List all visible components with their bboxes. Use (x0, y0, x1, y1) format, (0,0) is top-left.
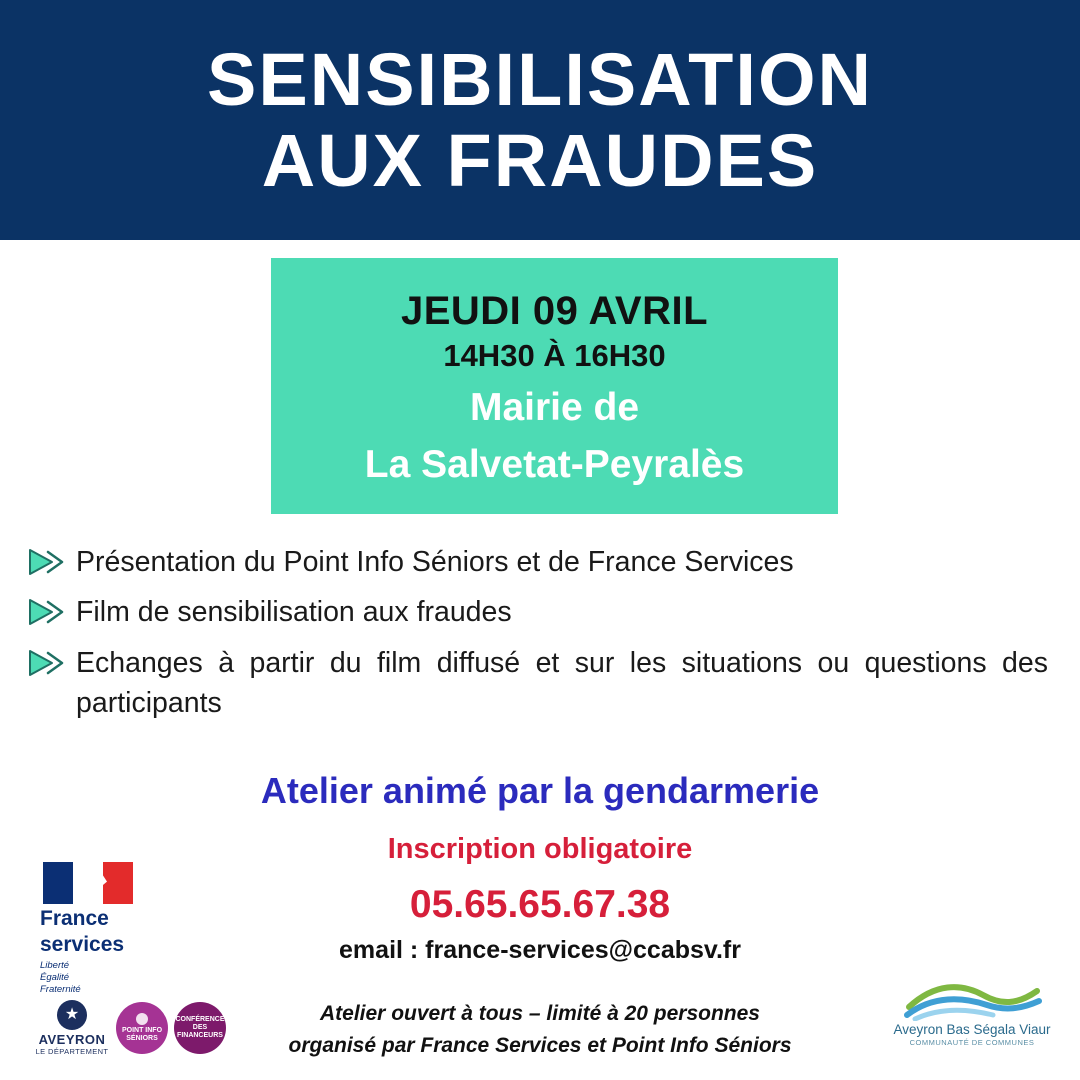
list-item-label: Echanges à partir du film diffusé et sur les situations ou questions des participants (76, 646, 1048, 720)
footnote-line1: Atelier ouvert à tous – limité à 20 personnes (320, 1002, 760, 1025)
aveyron-name: AVEYRON (38, 1032, 106, 1047)
list-item (28, 592, 1048, 632)
france-services-logo (36, 862, 140, 996)
animator-line: Atelier animé par la gendarmerie (260, 770, 820, 811)
cdf-line2: DES (192, 1023, 208, 1031)
event-time: 14H30 À 16H30 (443, 338, 666, 374)
registration-notice: Inscription obligatoire (387, 833, 693, 865)
list-item-label: Présentation du Point Info Séniors et de France Services (76, 546, 794, 578)
chevron-right-icon (28, 643, 76, 682)
cdf-line1: CONFÉRENCE (175, 1015, 225, 1023)
aveyron-subtitle: LE DÉPARTEMENT (35, 1047, 109, 1056)
pis-line1: POINT INFO (121, 1026, 163, 1034)
page-title-line2: AUX FRAUDES (261, 119, 819, 202)
event-place-line1: Mairie de (469, 386, 640, 430)
chevron-right-icon (28, 592, 76, 631)
event-place-line2: La Salvetat-Peyralès (364, 443, 745, 487)
list-item (28, 643, 1048, 724)
cdf-line3: FINANCEURS (177, 1032, 223, 1040)
event-info-box (271, 258, 838, 514)
footnote-line2: organisé par France Services et Point Info Séniors (288, 1033, 792, 1057)
french-flag-icon (43, 862, 133, 904)
header-banner (0, 0, 1080, 240)
devise-line2: Égalité (40, 971, 70, 983)
pis-line2: SÉNIORS (126, 1035, 158, 1042)
phone-number[interactable]: 05.65.65.67.38 (409, 883, 671, 926)
program-list (28, 542, 1048, 734)
communaute-communes-logo (882, 975, 1062, 1047)
france-services-title-line1: France (40, 907, 109, 930)
point-info-seniors-logo (116, 1002, 168, 1054)
event-date: JEUDI 09 AVRIL (400, 289, 709, 334)
aveyron-departement-logo (32, 1000, 112, 1056)
page-title-line1: SENSIBILISATION (207, 37, 873, 121)
list-item-label: Film de sensibilisation aux fraudes (76, 596, 512, 629)
devise-line1: Liberté (40, 960, 70, 972)
communaute-communes-name: Aveyron Bas Ségala Viaur (893, 1022, 1051, 1037)
email-address[interactable]: email : france-services@ccabsv.fr (339, 936, 741, 964)
communaute-communes-subtitle: COMMUNAUTÉ DE COMMUNES (909, 1038, 1035, 1047)
wave-icon (897, 975, 1047, 1021)
list-item (28, 542, 1048, 582)
chevron-right-icon (28, 542, 76, 581)
conference-financeurs-logo (174, 1002, 226, 1054)
person-icon (136, 1013, 148, 1025)
devise-line3: Fraternité (40, 983, 81, 995)
france-services-title-line2: services (40, 933, 125, 957)
aveyron-mark-icon: ★ (57, 1000, 87, 1030)
